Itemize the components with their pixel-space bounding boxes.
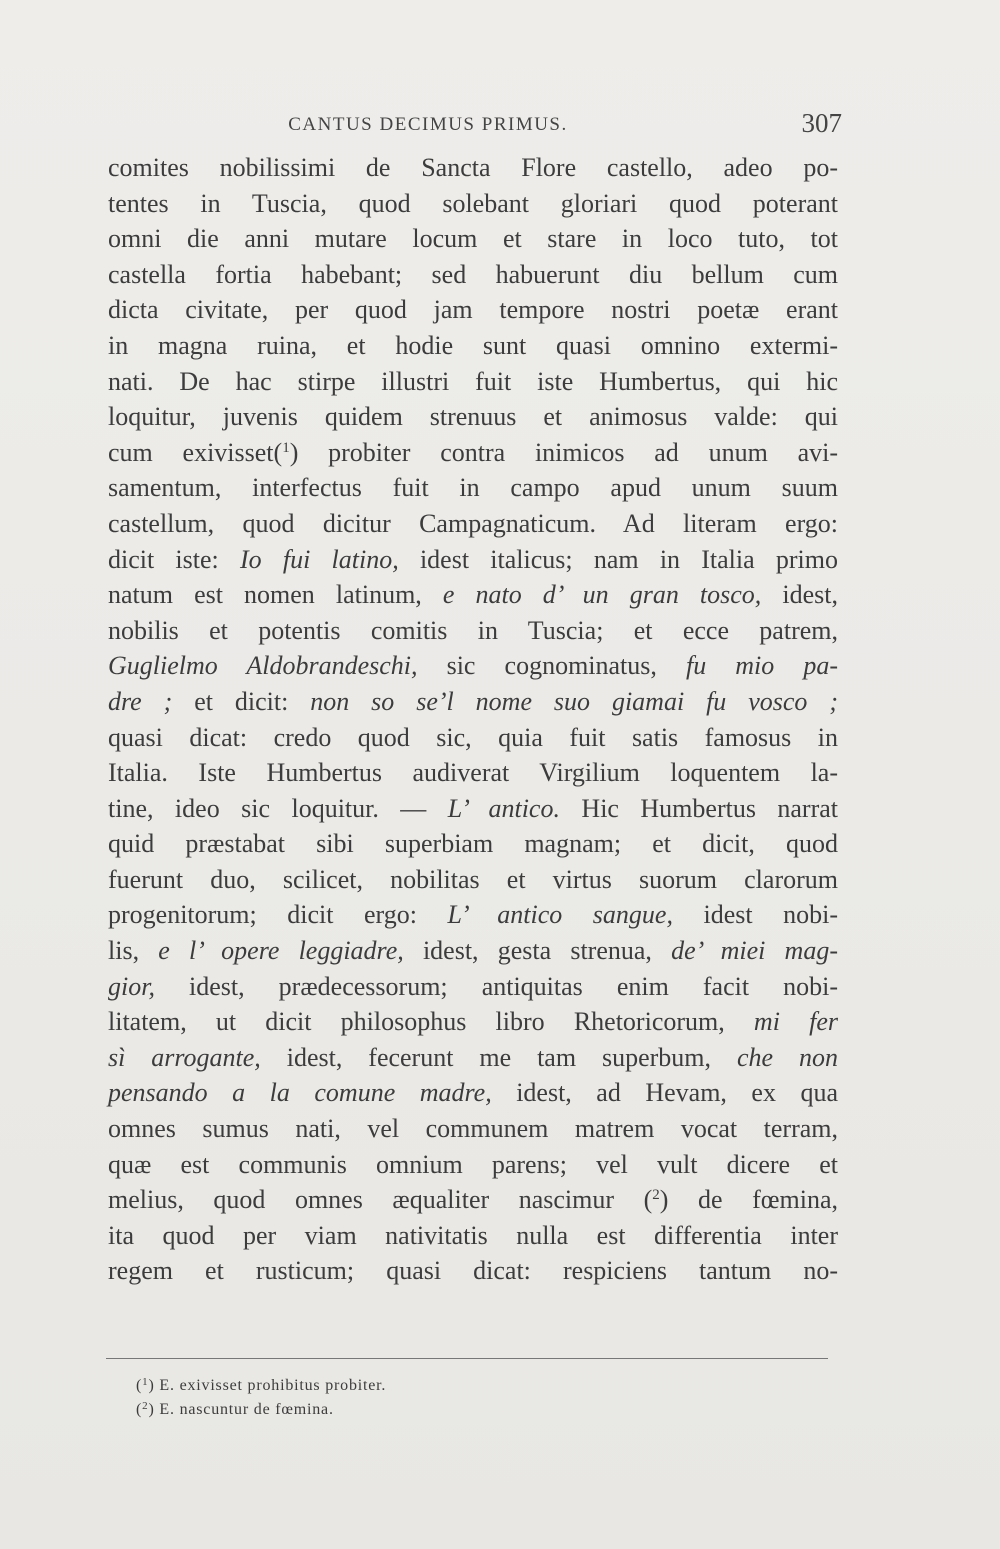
text-line — [108, 720, 838, 756]
text-run: dicta civitate, per quod jam tempore nostri poetæ erant — [108, 295, 838, 325]
text-line — [108, 1040, 838, 1076]
running-head — [108, 108, 842, 144]
text-run: idest, ad Hevam, ex qua — [491, 1078, 838, 1108]
text-line — [108, 292, 838, 328]
text-run: idest nobi- — [672, 900, 838, 930]
text-run: nobilis et potentis comitis in Tuscia; et ecce patrem, — [108, 615, 838, 645]
text-line — [108, 435, 838, 471]
text-line — [108, 221, 838, 257]
text-run: idest italicus; nam in Italia primo — [398, 544, 838, 574]
text-run: probiter contra inimicos ad unum avi- — [298, 437, 838, 467]
italic-quote: mi fer — [753, 1007, 838, 1037]
text-run: regem et rusticum; quasi dicat: respiciens tantum no- — [108, 1256, 838, 1286]
text-run: melius, quod omnes æqualiter nascimur — [108, 1185, 644, 1215]
text-line — [108, 1182, 838, 1218]
footnote-paren: ) — [148, 1377, 155, 1394]
text-run: tine, ideo sic loquitur. — — [108, 793, 448, 823]
text-line — [108, 826, 838, 862]
text-line — [108, 542, 838, 578]
italic-quote: Guglielmo Aldobrandeschi, — [108, 651, 418, 681]
text-line — [108, 328, 838, 364]
text-run: idest, fecerunt me tam superbum, — [260, 1042, 737, 1072]
footnote-mark: 2 — [652, 1187, 660, 1204]
text-run: omnes sumus nati, vel communem matrem vocat terram, — [108, 1114, 838, 1144]
footnote — [136, 1398, 826, 1422]
text-run: ita quod per viam nativitatis nulla est differentia inter — [108, 1220, 838, 1250]
italic-quote: e nato d’ un gran tosco, — [442, 580, 762, 610]
text-run: ) — [659, 1185, 669, 1215]
text-run: idest, — [761, 580, 838, 610]
text-line — [108, 648, 838, 684]
text-run: castellum, quod dicitur Campagnaticum. Ad literam ergo: — [108, 508, 838, 538]
text-run: Italia. Iste Humbertus audiverat Virgilium loquentem la- — [108, 758, 838, 788]
text-line — [108, 470, 838, 506]
italic-quote: e l’ opere leggiadre, — [158, 936, 404, 966]
italic-quote: non so se’l nome suo giamai fu vosco ; — [310, 686, 839, 716]
text-line — [108, 150, 838, 186]
text-line — [108, 933, 838, 969]
text-run: idest, gesta strenua, — [403, 936, 672, 966]
text-run: omni die anni mutare locum et stare in loco tuto, tot — [108, 224, 838, 254]
text-line — [108, 1004, 838, 1040]
text-run: et dicit: — [172, 686, 311, 716]
text-line — [108, 862, 838, 898]
text-line — [108, 1253, 838, 1289]
text-run: sic cognominatus, — [417, 651, 686, 681]
text-line — [108, 791, 838, 827]
text-run: idest, prædecessorum; antiquitas enim facit nobi- — [154, 971, 838, 1001]
footnotes — [136, 1374, 826, 1422]
italic-quote: sì arrogante, — [108, 1042, 261, 1072]
italic-quote: Io fui latino, — [240, 544, 399, 574]
text-run: litatem, ut dicit philosophus libro Rhetoricorum, — [108, 1007, 754, 1037]
text-line — [108, 1111, 838, 1147]
text-run: de fœmina, — [668, 1185, 839, 1215]
footnote — [136, 1374, 826, 1398]
italic-quote: che non — [736, 1042, 838, 1072]
italic-quote: L’ antico. — [447, 793, 560, 823]
text-line — [108, 399, 838, 435]
text-run: dicit iste: — [108, 544, 240, 574]
text-run: loquitur, juvenis quidem strenuus et animosus valde: qui — [108, 402, 838, 432]
italic-quote: L’ antico sangue, — [447, 900, 673, 930]
text-run: in magna ruina, et hodie sunt quasi omnino extermi- — [108, 330, 838, 360]
text-run: tentes in Tuscia, quod solebant gloriari quod poterant — [108, 188, 838, 218]
text-line — [108, 755, 838, 791]
text-run: comites nobilissimi de Sancta Flore castello, adeo po- — [108, 153, 838, 182]
italic-quote: pensando a la comune madre, — [108, 1078, 492, 1108]
page-number: 307 — [801, 108, 842, 138]
text-run: nati. De hac stirpe illustri fuit iste Humbertus, qui hic — [108, 366, 838, 396]
footnote-number: 1 — [142, 1376, 149, 1388]
text-line — [108, 897, 838, 933]
footnote-text: E. nascuntur de fœmina. — [154, 1401, 334, 1418]
running-title: CANTUS DECIMUS PRIMUS. — [288, 114, 568, 135]
text-run: samentum, interfectus fuit in campo apud unum suum — [108, 473, 838, 503]
text-line — [108, 684, 838, 720]
text-run: natum est nomen latinum, — [108, 580, 443, 610]
text-line — [108, 257, 838, 293]
footnote-number: 2 — [142, 1400, 149, 1412]
italic-quote: fu mio pa- — [685, 651, 838, 681]
text-line — [108, 1147, 838, 1183]
text-run: quasi dicat: credo quod sic, quia fuit satis famosus in — [108, 722, 838, 752]
text-line — [108, 1075, 838, 1111]
text-line — [108, 577, 838, 613]
text-line — [108, 613, 838, 649]
text-line — [108, 969, 838, 1005]
footnote-paren: ( — [136, 1401, 143, 1418]
text-run: quid præstabat sibi superbiam magnam; et dicit, quod — [108, 829, 838, 859]
text-run: quæ est communis omnium parens; vel vult dicere et — [108, 1149, 838, 1179]
footnote-mark: 1 — [282, 439, 290, 456]
footnote-paren: ( — [136, 1377, 143, 1394]
text-run: castella fortia habebant; sed habuerunt diu bellum cum — [108, 259, 838, 289]
text-run: Hic Humbertus narrat — [559, 793, 839, 823]
text-run: fuerunt duo, scilicet, nobilitas et virtus suorum clarorum — [108, 864, 838, 894]
text-run: cum exivisset — [108, 437, 274, 467]
footnote-paren: ) — [148, 1401, 155, 1418]
italic-quote: gior, — [108, 971, 155, 1001]
italic-quote: dre ; — [108, 686, 173, 716]
text-run: ( — [643, 1185, 653, 1215]
text-line — [108, 186, 838, 222]
text-run: lis, — [108, 936, 159, 966]
footnote-rule — [106, 1358, 828, 1359]
text-line — [108, 364, 838, 400]
text-line — [108, 1218, 838, 1254]
body-text — [108, 150, 838, 1289]
text-run: ) — [289, 437, 299, 467]
footnote-text: E. exivisset prohibitus probiter. — [154, 1377, 387, 1394]
italic-quote: de’ miei mag- — [671, 936, 838, 966]
text-run: progenitorum; dicit ergo: — [108, 900, 448, 930]
text-run: ( — [273, 437, 283, 467]
text-line — [108, 506, 838, 542]
